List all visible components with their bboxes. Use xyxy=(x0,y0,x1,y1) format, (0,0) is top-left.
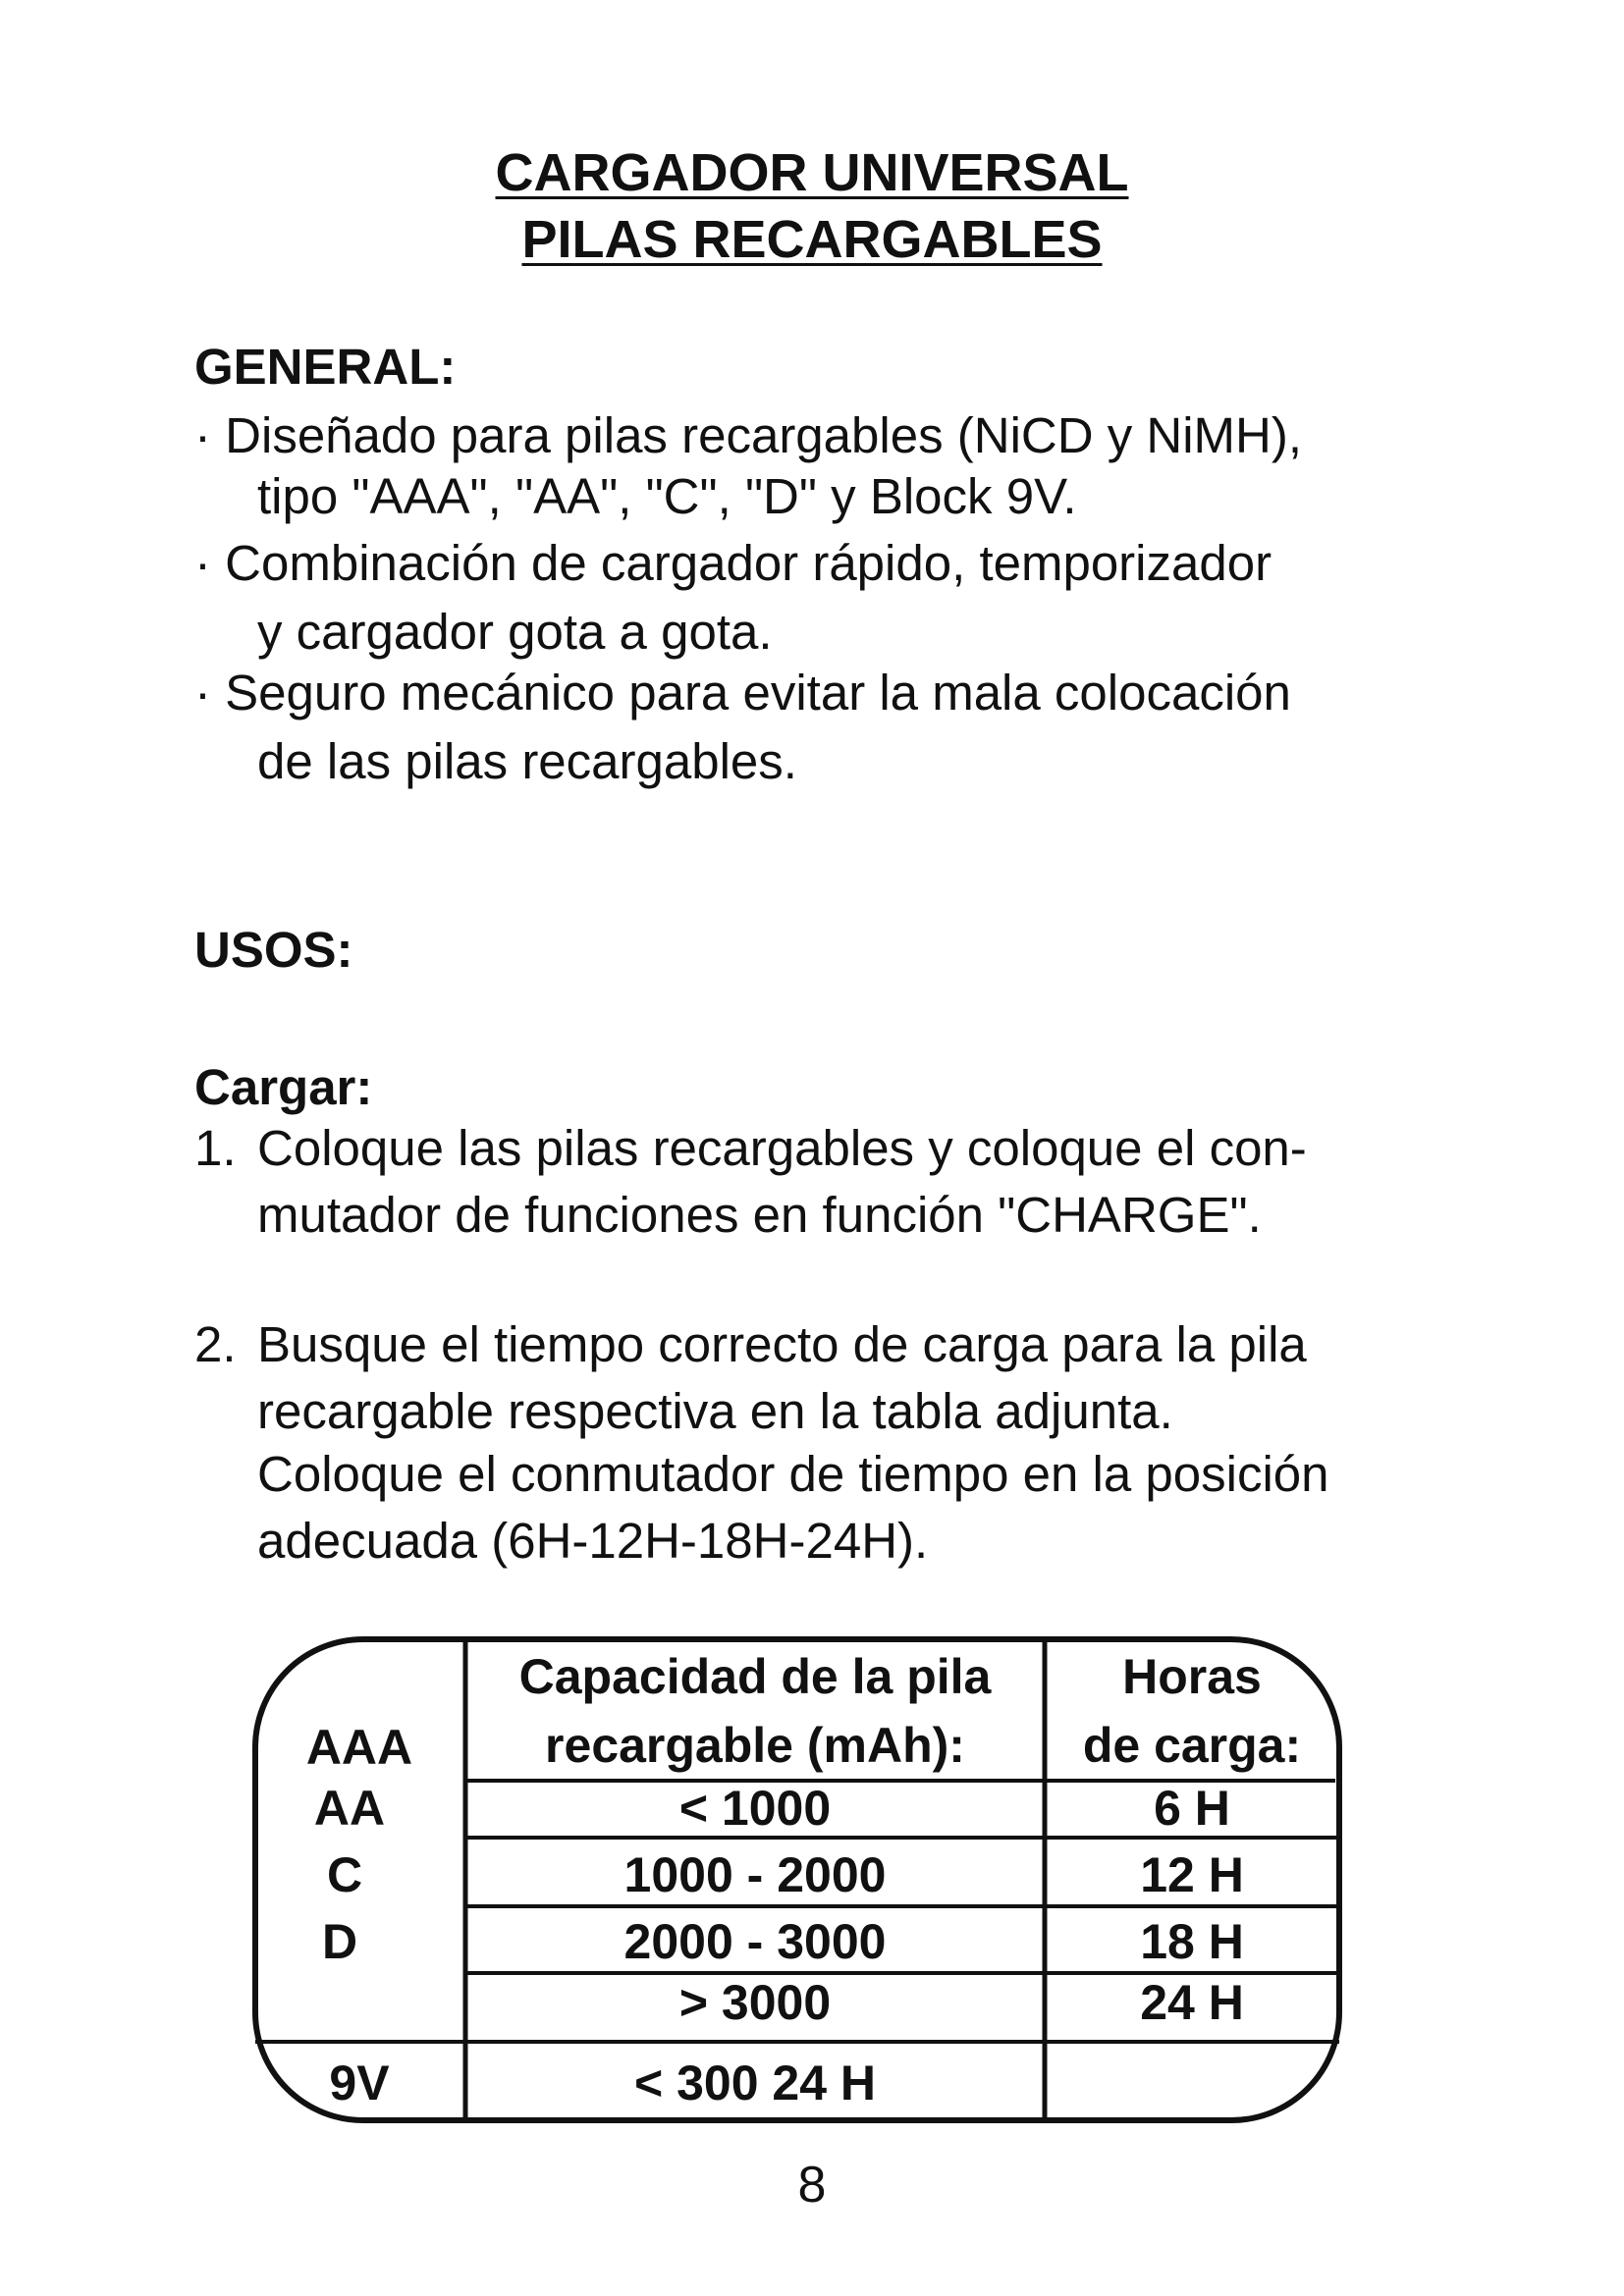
step-1-line-1: Coloque las pilas recargables y coloque el con- xyxy=(257,1120,1307,1176)
general-bullet-2-line-2: y cargador gota a gota. xyxy=(257,604,773,660)
document-title-line-2: PILAS RECARGABLES xyxy=(521,210,1103,269)
step-2-line-2: recargable respectiva en la tabla adjunta. xyxy=(257,1383,1173,1439)
general-bullet-1-line-2: tipo "AAA", "AA", "C", "D" y Block 9V. xyxy=(257,468,1077,524)
general-bullet-2-line-1: · Combinación de cargador rápido, temporizador xyxy=(194,535,1272,591)
charging-time-table xyxy=(251,1635,1343,2126)
table-row-3-hours: 18 H xyxy=(1140,1914,1244,1969)
general-bullet-3-line-2: de las pilas recargables. xyxy=(257,733,797,789)
battery-type-aaa: AAA xyxy=(305,1720,413,1775)
step-2-line-3: Coloque el conmutador de tiempo en la posición xyxy=(257,1446,1329,1502)
page-number: 8 xyxy=(797,2157,827,2214)
step-2-number: 2. xyxy=(194,1316,237,1372)
header-capacity-line-2: recargable (mAh): xyxy=(545,1718,965,1773)
battery-type-c: C xyxy=(326,1847,363,1902)
general-bullet-1-line-1: · Diseñado para pilas recargables (NiCD y NiMH), xyxy=(194,407,1303,463)
document-title-line-1: CARGADOR UNIVERSAL xyxy=(495,143,1129,202)
battery-type-d: D xyxy=(321,1914,358,1969)
step-1-number: 1. xyxy=(194,1120,237,1176)
general-bullet-3-line-1: · Seguro mecánico para evitar la mala colocación xyxy=(194,665,1291,721)
table-row-2-capacity: 1000 - 2000 xyxy=(623,1847,887,1902)
step-2-line-1: Busque el tiempo correcto de carga para la pila xyxy=(257,1316,1307,1372)
table-row-4-capacity: > 3000 xyxy=(678,1975,832,2030)
step-1-line-2: mutador de funciones en función "CHARGE". xyxy=(257,1187,1262,1243)
table-row-1-hours: 6 H xyxy=(1154,1781,1230,1836)
cargar-heading: Cargar: xyxy=(194,1059,373,1115)
battery-type-9v: 9V xyxy=(329,2056,390,2110)
step-2-line-4: adecuada (6H-12H-18H-24H). xyxy=(257,1513,929,1569)
usos-heading: USOS: xyxy=(194,922,353,978)
header-hours-line-2: de carga: xyxy=(1082,1718,1302,1773)
table-row-3-capacity: 2000 - 3000 xyxy=(623,1914,887,1969)
table-row-2-hours: 12 H xyxy=(1140,1847,1244,1902)
header-capacity-line-1: Capacidad de la pila xyxy=(518,1649,992,1704)
general-heading: GENERAL: xyxy=(194,339,457,395)
table-row-1-capacity: < 1000 xyxy=(678,1781,832,1836)
header-hours-line-1: Horas xyxy=(1122,1649,1262,1704)
table-row-4-hours: 24 H xyxy=(1140,1975,1244,2030)
table-row-9v-capacity: < 300 24 H xyxy=(633,2056,877,2110)
battery-type-aa: AA xyxy=(313,1781,386,1836)
